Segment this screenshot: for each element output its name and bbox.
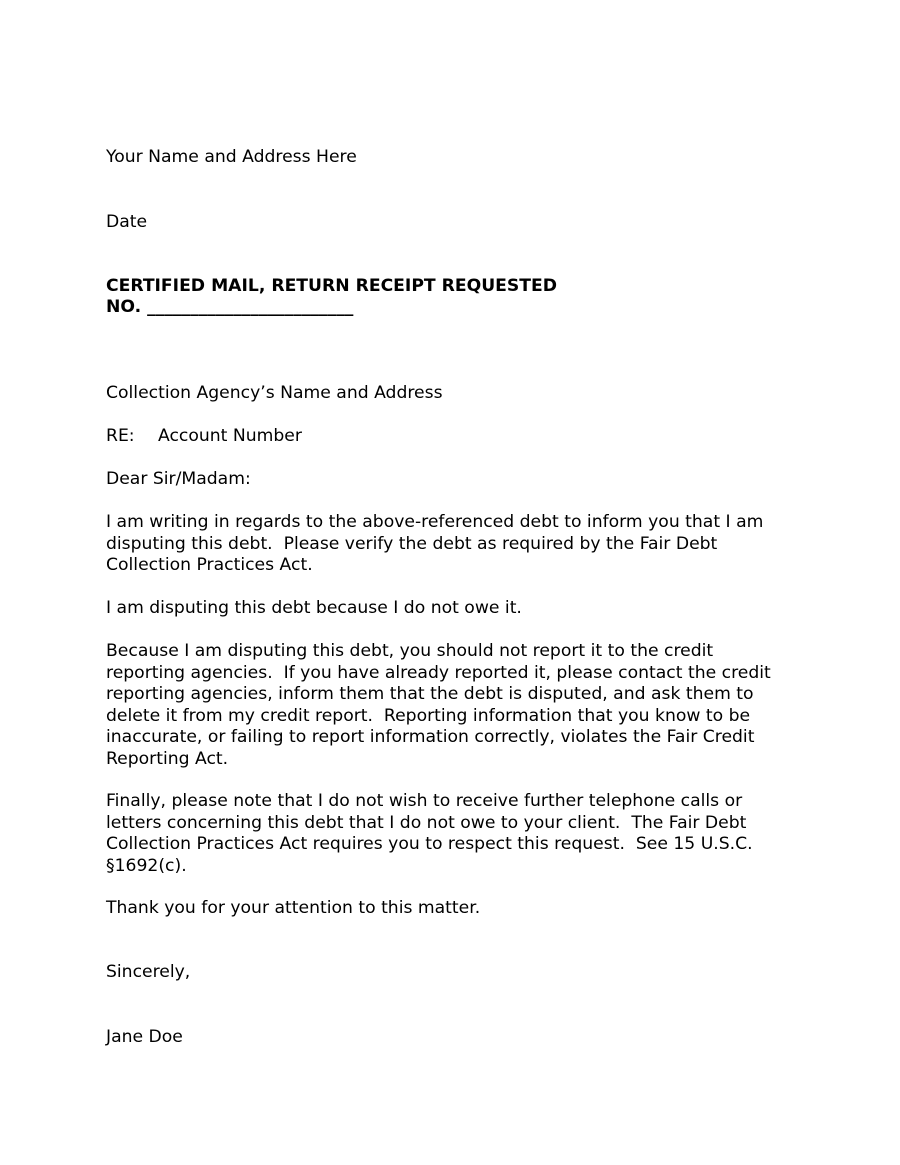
closing: Sincerely,: [106, 962, 191, 982]
letter-date: Date: [106, 212, 148, 232]
body-paragraph-2: [106, 598, 806, 620]
paragraph-line: inaccurate, or failing to report information correctly, violates the Fair Credit: [106, 727, 755, 747]
paragraph-line: letters concerning this debt that I do not owe to your client. The Fair Debt: [106, 812, 747, 833]
sender-name-address: Your Name and Address Here: [106, 147, 357, 167]
paragraph-line: Because I am disputing this debt, you should not report it to the credit: [106, 641, 714, 661]
paragraph-line: §1692(c).: [106, 855, 187, 876]
paragraph-line: Collection Practices Act.: [106, 555, 313, 575]
body-paragraph-1: [106, 512, 806, 577]
recipient-name-address: Collection Agency’s Name and Address: [106, 383, 443, 403]
paragraph-line: reporting agencies. If you have already reported it, please contact the credit: [106, 662, 771, 683]
certified-mail-heading: CERTIFIED MAIL, RETURN RECEIPT REQUESTED: [106, 276, 558, 296]
reference-value: Account Number: [158, 426, 302, 446]
body-paragraph-3: [106, 641, 806, 770]
signature-name: Jane Doe: [106, 1027, 183, 1047]
paragraph-line: disputing this debt. Please verify the debt as required by the Fair Debt: [106, 533, 718, 554]
paragraph-line: Thank you for your attention to this matter.: [106, 898, 481, 918]
salutation: Dear Sir/Madam:: [106, 469, 251, 489]
paragraph-line: delete it from my credit report. Reporting information that you know to be: [106, 705, 751, 726]
paragraph-line: Reporting Act.: [106, 748, 229, 769]
certified-mail-number: NO. ________________________: [106, 297, 354, 317]
paragraph-line: I am writing in regards to the above-referenced debt to inform you that I am: [106, 512, 764, 532]
body-paragraph-4: [106, 791, 806, 877]
paragraph-line: reporting agencies, inform them that the debt is disputed, and ask them to: [106, 684, 754, 704]
paragraph-line: Finally, please note that I do not wish to receive further telephone calls or: [106, 791, 743, 811]
reference-line: [106, 426, 302, 448]
paragraph-line: I am disputing this debt because I do not owe it.: [106, 598, 522, 618]
body-paragraph-5: [106, 898, 806, 920]
reference-label: RE:: [106, 426, 135, 446]
paragraph-line: Collection Practices Act requires you to respect this request. See 15 U.S.C.: [106, 834, 753, 854]
